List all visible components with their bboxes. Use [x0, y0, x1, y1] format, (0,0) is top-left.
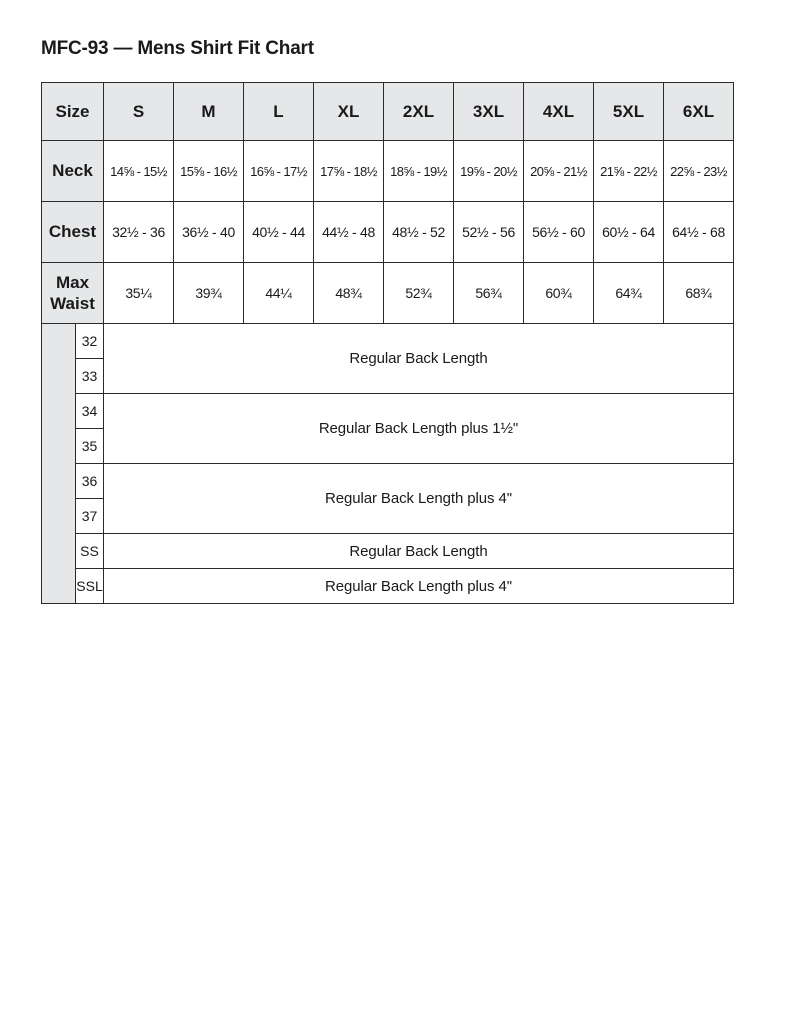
table-cell: 48½ - 52 [384, 202, 454, 263]
table-cell: 48¾ [314, 263, 384, 324]
table-cell: 16⅝ - 17½ [244, 141, 314, 202]
table-cell: 40½ - 44 [244, 202, 314, 263]
size-cell-l: L [244, 83, 314, 141]
size-cell-s: S [104, 83, 174, 141]
sleeve-length-cell: SS [76, 534, 104, 569]
fit-chart-table [41, 82, 734, 604]
sleeve-group-ss: Regular Back Length [104, 534, 734, 569]
table-cell: 44½ - 48 [314, 202, 384, 263]
table-cell: 14⅝ - 15½ [104, 141, 174, 202]
table-row-sleeve-32 [42, 324, 734, 359]
row-label-max-waist [42, 263, 104, 324]
table-cell: 19⅝ - 20½ [454, 141, 524, 202]
sleeve-length-label [42, 324, 76, 604]
table-cell: 17⅝ - 18½ [314, 141, 384, 202]
sleeve-length-cell: 33 [76, 359, 104, 394]
table-cell: 52½ - 56 [454, 202, 524, 263]
table-cell: 21⅝ - 22½ [594, 141, 664, 202]
table-cell: 68¾ [664, 263, 734, 324]
table-cell: 18⅝ - 19½ [384, 141, 454, 202]
sleeve-length-cell: 34 [76, 394, 104, 429]
table-cell: 60¾ [524, 263, 594, 324]
size-header-row [42, 83, 734, 141]
size-cell-4xl: 4XL [524, 83, 594, 141]
table-cell: 15⅝ - 16½ [174, 141, 244, 202]
page-title: MFC-93 — Mens Shirt Fit Chart [41, 38, 314, 59]
table-cell: 32½ - 36 [104, 202, 174, 263]
table-row-max-waist [42, 263, 734, 324]
table-cell: 35¼ [104, 263, 174, 324]
table-cell: 56¾ [454, 263, 524, 324]
table-cell: 60½ - 64 [594, 202, 664, 263]
table-cell: 64¾ [594, 263, 664, 324]
table-cell: 44¼ [244, 263, 314, 324]
size-cell-5xl: 5XL [594, 83, 664, 141]
sleeve-group-plus-4: Regular Back Length plus 4" [104, 464, 734, 534]
sleeve-length-cell: 32 [76, 324, 104, 359]
size-cell-3xl: 3XL [454, 83, 524, 141]
table-cell: 36½ - 40 [174, 202, 244, 263]
sleeve-group-plus-1-5: Regular Back Length plus 1½" [104, 394, 734, 464]
sleeve-length-cell: SSL [76, 569, 104, 604]
table-cell: 56½ - 60 [524, 202, 594, 263]
sleeve-length-cell: 36 [76, 464, 104, 499]
table-row-sleeve-36 [42, 464, 734, 499]
table-row-sleeve-34 [42, 394, 734, 429]
table-row-sleeve-ss [42, 534, 734, 569]
row-label-waist: Waist [50, 294, 95, 313]
sleeve-group-regular: Regular Back Length [104, 324, 734, 394]
sleeve-group-ssl: Regular Back Length plus 4" [104, 569, 734, 604]
size-cell-6xl: 6XL [664, 83, 734, 141]
size-label-cell: Size [42, 83, 104, 141]
table-row-chest [42, 202, 734, 263]
size-cell-2xl: 2XL [384, 83, 454, 141]
row-label-neck: Neck [42, 141, 104, 202]
table-cell: 64½ - 68 [664, 202, 734, 263]
sleeve-length-cell: 37 [76, 499, 104, 534]
table-row-sleeve-ssl [42, 569, 734, 604]
table-cell: 39¾ [174, 263, 244, 324]
table-cell: 20⅝ - 21½ [524, 141, 594, 202]
row-label-max: Max [55, 273, 90, 292]
size-cell-xl: XL [314, 83, 384, 141]
table-cell: 52¾ [384, 263, 454, 324]
table-cell: 22⅝ - 23½ [664, 141, 734, 202]
row-label-chest: Chest [42, 202, 104, 263]
table-row-neck [42, 141, 734, 202]
sleeve-length-cell: 35 [76, 429, 104, 464]
size-cell-m: M [174, 83, 244, 141]
